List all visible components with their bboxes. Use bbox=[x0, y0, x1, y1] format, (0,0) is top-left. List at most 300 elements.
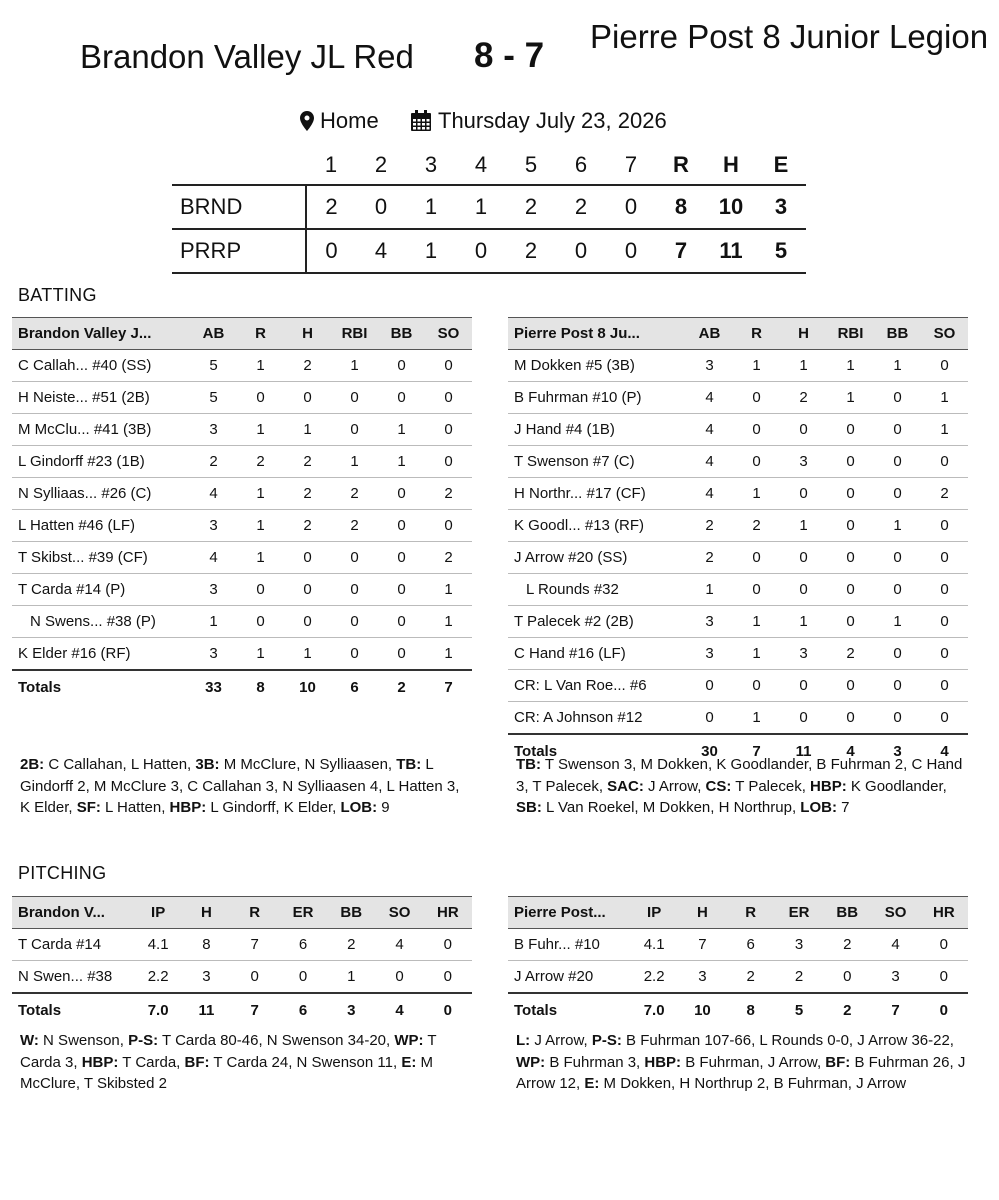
stat-cell: 0 bbox=[827, 414, 874, 446]
player-name: N Swens... #38 (P) bbox=[12, 606, 190, 638]
stat-cell: 2 bbox=[331, 478, 378, 510]
inning-header: 4 bbox=[474, 152, 488, 177]
note-value: B Fuhrman 3, bbox=[545, 1053, 645, 1071]
linescore-row-home bbox=[172, 229, 806, 273]
final-score: 8 - 7 bbox=[474, 36, 545, 75]
stat-column-header: ER bbox=[775, 897, 823, 929]
inning-header: 1 bbox=[324, 152, 338, 177]
stat-cell: 0 bbox=[378, 510, 425, 542]
stat-cell: 0 bbox=[921, 702, 968, 735]
stat-cell: 1 bbox=[284, 638, 331, 671]
stat-cell: 0 bbox=[231, 961, 279, 994]
totals-label: Totals bbox=[18, 1001, 62, 1019]
team-column-header: Pierre Post... bbox=[508, 897, 630, 929]
note-value: C Callahan, L Hatten, bbox=[44, 756, 196, 773]
stat-cell: 0 bbox=[780, 542, 827, 574]
note-key: CS: bbox=[705, 777, 732, 795]
stat-cell: 4 bbox=[190, 478, 237, 510]
player-name: CR: A Johnson #12 bbox=[508, 702, 686, 735]
stat-cell: 2 bbox=[284, 446, 331, 478]
note-value: T Swenson 3, M Dokken, K Goodlander, B Fuhrman 2, C Hand 3, T Palecek, bbox=[516, 756, 963, 795]
hits-header: H bbox=[723, 152, 739, 177]
team-abbrev: PRRP bbox=[172, 229, 306, 273]
stat-cell: 0 bbox=[874, 574, 921, 606]
stat-cell: 0 bbox=[780, 670, 827, 702]
totals-label: Totals bbox=[18, 678, 62, 696]
note-value: T Palecek, bbox=[731, 777, 811, 795]
stat-cell: 8 bbox=[182, 929, 230, 961]
note-value: K Goodlander, bbox=[846, 777, 947, 795]
player-row bbox=[508, 929, 968, 961]
errors-total: 3 bbox=[756, 185, 806, 229]
stat-cell: 1 bbox=[780, 510, 827, 542]
note-key: WP: bbox=[516, 1053, 546, 1071]
player-name: J Arrow #20 bbox=[508, 961, 630, 994]
totals-cell: 33 bbox=[205, 678, 222, 696]
stat-cell: 0 bbox=[827, 606, 874, 638]
player-row bbox=[508, 606, 968, 638]
stat-cell: 2 bbox=[284, 510, 331, 542]
totals-cell: 7 bbox=[444, 678, 453, 696]
stat-column-header: HR bbox=[424, 897, 472, 929]
linescore-row-away bbox=[172, 185, 806, 229]
stat-cell: 0 bbox=[921, 510, 968, 542]
stat-cell: 1 bbox=[237, 638, 284, 671]
stat-cell: 0 bbox=[378, 638, 425, 671]
stat-cell: 4 bbox=[686, 478, 733, 510]
stat-cell: 2 bbox=[284, 350, 331, 382]
stat-cell: 0 bbox=[331, 542, 378, 574]
totals-cell: 5 bbox=[794, 1001, 804, 1019]
errors-total: 5 bbox=[756, 229, 806, 273]
stat-cell: 1 bbox=[425, 574, 472, 606]
stat-cell: 3 bbox=[190, 510, 237, 542]
stat-cell: 1 bbox=[237, 414, 284, 446]
note-value: L Gindorff, K Elder, bbox=[206, 799, 341, 816]
player-row bbox=[508, 414, 968, 446]
stat-column-header: RBI bbox=[331, 318, 378, 350]
stat-cell: 0 bbox=[733, 382, 780, 414]
stat-column-header: R bbox=[237, 318, 284, 350]
stat-cell: 0 bbox=[780, 478, 827, 510]
player-row bbox=[12, 929, 472, 961]
stat-cell: 0 bbox=[284, 574, 331, 606]
stat-column-header: SO bbox=[375, 897, 423, 929]
totals-cell: 0 bbox=[939, 1001, 949, 1019]
totals-cell: 4 bbox=[846, 742, 855, 760]
stat-cell: 3 bbox=[871, 961, 919, 994]
table-header-row bbox=[12, 318, 472, 350]
hits-total: 11 bbox=[706, 229, 756, 273]
stat-cell: 3 bbox=[678, 961, 726, 994]
player-row bbox=[508, 382, 968, 414]
stat-column-header: ER bbox=[279, 897, 327, 929]
player-name: T Skibst... #39 (CF) bbox=[12, 542, 190, 574]
stat-cell: 2 bbox=[827, 638, 874, 670]
stat-column-header: R bbox=[733, 318, 780, 350]
stat-cell: 1 bbox=[874, 606, 921, 638]
stat-cell: 0 bbox=[874, 478, 921, 510]
note-value: L Van Roekel, M Dokken, H Northrup, bbox=[541, 799, 801, 816]
stat-cell: 0 bbox=[780, 574, 827, 606]
player-row bbox=[508, 702, 968, 735]
note-key: W: bbox=[20, 1032, 39, 1049]
stat-cell: 3 bbox=[190, 638, 237, 671]
stat-cell: 6 bbox=[727, 929, 775, 961]
stat-cell: 0 bbox=[921, 606, 968, 638]
stat-cell: 4 bbox=[871, 929, 919, 961]
note-value: M McClure, T Skibsted 2 bbox=[20, 1053, 433, 1092]
stat-cell: 3 bbox=[686, 638, 733, 670]
game-date bbox=[410, 108, 667, 134]
player-name: M McClu... #41 (3B) bbox=[12, 414, 190, 446]
stat-cell: 2 bbox=[284, 478, 331, 510]
note-key: HBP: bbox=[644, 1053, 682, 1071]
stat-cell: 2 bbox=[733, 510, 780, 542]
stat-cell: 2 bbox=[775, 961, 823, 994]
stat-cell: 1 bbox=[921, 382, 968, 414]
stat-cell: 1 bbox=[827, 382, 874, 414]
stat-cell: 2 bbox=[237, 446, 284, 478]
runs-total: 7 bbox=[656, 229, 706, 273]
totals-label: Totals bbox=[514, 742, 558, 760]
player-name: K Goodl... #13 (RF) bbox=[508, 510, 686, 542]
note-value: L Hatten, bbox=[100, 799, 170, 816]
note-value: J Arrow, bbox=[530, 1032, 592, 1049]
inning-header: 3 bbox=[424, 152, 438, 177]
stat-cell: 5 bbox=[190, 350, 237, 382]
stat-cell: 0 bbox=[237, 382, 284, 414]
stat-cell: 0 bbox=[921, 446, 968, 478]
stat-cell: 3 bbox=[686, 350, 733, 382]
stat-cell: 1 bbox=[425, 606, 472, 638]
stat-cell: 1 bbox=[327, 961, 375, 994]
stat-cell: 1 bbox=[780, 606, 827, 638]
totals-cell: 10 bbox=[299, 678, 316, 696]
note-value: B Fuhrman 26, J Arrow 12, bbox=[516, 1053, 966, 1092]
inning-header: 5 bbox=[524, 152, 538, 177]
totals-cell: 11 bbox=[795, 742, 812, 760]
stat-cell: 0 bbox=[279, 961, 327, 994]
stat-cell: 0 bbox=[378, 574, 425, 606]
stat-cell: 1 bbox=[237, 350, 284, 382]
stat-cell: 1 bbox=[780, 350, 827, 382]
note-value: 7 bbox=[836, 799, 850, 816]
stat-cell: 0 bbox=[331, 638, 378, 671]
stat-cell: 3 bbox=[190, 574, 237, 606]
inning-header: 7 bbox=[624, 152, 638, 177]
totals-cell: 6 bbox=[298, 1001, 308, 1019]
table-header-row bbox=[12, 897, 472, 929]
totals-label: Totals bbox=[514, 1001, 558, 1019]
stat-cell: 0 bbox=[424, 961, 472, 994]
player-row bbox=[508, 542, 968, 574]
stat-cell: 4.1 bbox=[134, 929, 182, 961]
player-row bbox=[508, 574, 968, 606]
stat-cell: 0 bbox=[921, 350, 968, 382]
team-column-header: Brandon V... bbox=[12, 897, 134, 929]
stat-cell: 0 bbox=[733, 670, 780, 702]
totals-cell: 7 bbox=[250, 1001, 259, 1019]
totals-cell: 2 bbox=[397, 678, 406, 696]
stat-column-header: H bbox=[678, 897, 726, 929]
stat-cell: 1 bbox=[733, 606, 780, 638]
stat-cell: 0 bbox=[827, 478, 874, 510]
stat-cell: 0 bbox=[378, 382, 425, 414]
player-name: H Northr... #17 (CF) bbox=[508, 478, 686, 510]
stat-cell: 2 bbox=[686, 510, 733, 542]
inning-score: 0 bbox=[306, 229, 356, 273]
note-key: P-S: bbox=[128, 1032, 159, 1049]
totals-cell: 8 bbox=[256, 678, 265, 696]
linescore-header-row bbox=[172, 146, 806, 185]
stat-cell: 0 bbox=[874, 638, 921, 670]
game-location bbox=[300, 108, 379, 134]
totals-cell: 0 bbox=[443, 1001, 453, 1019]
stat-column-header: IP bbox=[630, 897, 678, 929]
note-value: B Fuhrman, J Arrow, bbox=[681, 1053, 826, 1071]
pitching-table-away bbox=[12, 896, 472, 1026]
stat-cell: 1 bbox=[237, 478, 284, 510]
note-value: J Arrow, bbox=[643, 777, 706, 795]
player-name: L Hatten #46 (LF) bbox=[12, 510, 190, 542]
totals-cell: 2 bbox=[843, 1001, 852, 1019]
note-key: P-S: bbox=[591, 1032, 622, 1049]
stat-column-header: AB bbox=[686, 318, 733, 350]
stat-cell: 1 bbox=[331, 446, 378, 478]
stat-cell: 0 bbox=[375, 961, 423, 994]
player-row bbox=[12, 414, 472, 446]
stat-cell: 2 bbox=[686, 542, 733, 574]
stat-cell: 0 bbox=[921, 638, 968, 670]
calendar-icon bbox=[410, 110, 432, 132]
player-name: N Sylliaas... #26 (C) bbox=[12, 478, 190, 510]
stat-cell: 1 bbox=[190, 606, 237, 638]
stat-cell: 2 bbox=[823, 929, 871, 961]
stat-cell: 0 bbox=[425, 446, 472, 478]
stat-cell: 2 bbox=[727, 961, 775, 994]
player-name: H Neiste... #51 (2B) bbox=[12, 382, 190, 414]
stat-cell: 0 bbox=[331, 382, 378, 414]
stat-cell: 0 bbox=[920, 929, 968, 961]
stat-cell: 1 bbox=[827, 350, 874, 382]
inning-score: 0 bbox=[606, 229, 656, 273]
player-name: T Swenson #7 (C) bbox=[508, 446, 686, 478]
stat-cell: 1 bbox=[378, 414, 425, 446]
stat-cell: 2 bbox=[331, 510, 378, 542]
note-key: SAC: bbox=[607, 777, 644, 795]
stat-cell: 0 bbox=[733, 542, 780, 574]
player-row bbox=[12, 542, 472, 574]
date-label: Thursday July 23, 2026 bbox=[438, 108, 667, 133]
stat-cell: 2 bbox=[921, 478, 968, 510]
stat-cell: 2 bbox=[425, 478, 472, 510]
note-value: L Gindorff 2, M McClure 3, C Callahan 3, N Sylliaasen 4, L Hatten 3, K Elder, bbox=[20, 756, 460, 816]
pitching-table-home bbox=[508, 896, 968, 1026]
stat-cell: 0 bbox=[331, 574, 378, 606]
player-name: K Elder #16 (RF) bbox=[12, 638, 190, 671]
inning-score: 0 bbox=[356, 185, 406, 229]
player-row bbox=[508, 961, 968, 994]
totals-cell: 8 bbox=[746, 1001, 755, 1019]
player-name: N Swen... #38 bbox=[12, 961, 134, 994]
batting-notes-away bbox=[20, 754, 470, 819]
note-key: BF: bbox=[825, 1053, 851, 1071]
player-name: J Hand #4 (1B) bbox=[508, 414, 686, 446]
stat-cell: 0 bbox=[827, 702, 874, 735]
stat-cell: 6 bbox=[279, 929, 327, 961]
totals-cell: 7 bbox=[752, 742, 761, 760]
stat-cell: 0 bbox=[921, 670, 968, 702]
player-row bbox=[12, 638, 472, 671]
note-value: M McClure, N Sylliaasen, bbox=[219, 756, 397, 773]
stat-cell: 0 bbox=[378, 478, 425, 510]
map-pin-icon bbox=[300, 111, 314, 131]
stat-column-header: H bbox=[284, 318, 331, 350]
stat-column-header: BB bbox=[823, 897, 871, 929]
player-row bbox=[12, 350, 472, 382]
stat-cell: 7 bbox=[678, 929, 726, 961]
note-key: LOB: bbox=[800, 799, 837, 816]
table-header-row bbox=[508, 897, 968, 929]
player-name: C Hand #16 (LF) bbox=[508, 638, 686, 670]
inning-score: 1 bbox=[456, 185, 506, 229]
player-name: T Carda #14 bbox=[12, 929, 134, 961]
stat-column-header: H bbox=[780, 318, 827, 350]
player-name: B Fuhr... #10 bbox=[508, 929, 630, 961]
stat-cell: 0 bbox=[827, 510, 874, 542]
stat-cell: 1 bbox=[686, 574, 733, 606]
stat-cell: 4 bbox=[686, 414, 733, 446]
stat-cell: 1 bbox=[874, 510, 921, 542]
pitching-section-title: PITCHING bbox=[18, 863, 107, 883]
stat-cell: 3 bbox=[780, 446, 827, 478]
stat-cell: 0 bbox=[874, 702, 921, 735]
totals-row bbox=[12, 670, 472, 703]
stat-cell: 0 bbox=[425, 510, 472, 542]
totals-cell: 6 bbox=[350, 678, 359, 696]
note-key: WP: bbox=[394, 1032, 424, 1049]
stat-cell: 0 bbox=[827, 542, 874, 574]
stat-cell: 0 bbox=[425, 350, 472, 382]
stat-cell: 0 bbox=[823, 961, 871, 994]
player-name: T Palecek #2 (2B) bbox=[508, 606, 686, 638]
note-key: HBP: bbox=[810, 777, 847, 795]
note-value: T Carda 24, N Swenson 11, bbox=[209, 1053, 402, 1071]
stat-cell: 1 bbox=[733, 478, 780, 510]
stat-cell: 4 bbox=[375, 929, 423, 961]
note-key: E: bbox=[401, 1053, 417, 1071]
stat-cell: 0 bbox=[237, 606, 284, 638]
player-row bbox=[12, 510, 472, 542]
player-row bbox=[12, 606, 472, 638]
stat-cell: 0 bbox=[733, 574, 780, 606]
note-value: N Swenson, bbox=[38, 1032, 129, 1049]
location-label: Home bbox=[320, 108, 379, 133]
stat-cell: 0 bbox=[733, 414, 780, 446]
totals-cell: 7.0 bbox=[643, 1001, 665, 1019]
stat-cell: 0 bbox=[686, 702, 733, 735]
player-row bbox=[12, 382, 472, 414]
batting-notes-home bbox=[516, 754, 966, 819]
stat-cell: 4 bbox=[190, 542, 237, 574]
stat-cell: 1 bbox=[874, 350, 921, 382]
player-name: CR: L Van Roe... #6 bbox=[508, 670, 686, 702]
inning-score: 2 bbox=[506, 229, 556, 273]
stat-cell: 0 bbox=[284, 606, 331, 638]
note-key: HBP: bbox=[81, 1053, 119, 1071]
stat-cell: 3 bbox=[775, 929, 823, 961]
away-team-name: Brandon Valley JL Red bbox=[80, 38, 414, 75]
stat-cell: 0 bbox=[780, 702, 827, 735]
inning-header: 2 bbox=[374, 152, 388, 177]
stat-cell: 1 bbox=[284, 414, 331, 446]
stat-cell: 2 bbox=[190, 446, 237, 478]
stat-cell: 0 bbox=[331, 606, 378, 638]
note-value: T Carda 3, bbox=[20, 1032, 437, 1071]
player-row bbox=[508, 350, 968, 382]
stat-cell: 1 bbox=[378, 446, 425, 478]
errors-header: E bbox=[773, 152, 789, 177]
stat-cell: 0 bbox=[920, 961, 968, 994]
note-value: M Dokken, H Northrup 2, B Fuhrman, J Arrow bbox=[599, 1075, 907, 1092]
player-name: L Gindorff #23 (1B) bbox=[12, 446, 190, 478]
batting-table-away bbox=[12, 317, 472, 703]
stat-cell: 1 bbox=[237, 542, 284, 574]
note-key: SB: bbox=[516, 799, 542, 816]
stat-cell: 1 bbox=[425, 638, 472, 671]
stat-column-header: BB bbox=[874, 318, 921, 350]
stat-cell: 0 bbox=[780, 414, 827, 446]
stat-cell: 1 bbox=[733, 638, 780, 670]
player-name: B Fuhrman #10 (P) bbox=[508, 382, 686, 414]
stat-cell: 1 bbox=[733, 350, 780, 382]
totals-cell: 4 bbox=[395, 1001, 404, 1019]
stat-column-header: SO bbox=[425, 318, 472, 350]
stat-cell: 2 bbox=[327, 929, 375, 961]
stat-cell: 4 bbox=[686, 446, 733, 478]
stat-cell: 0 bbox=[284, 542, 331, 574]
inning-score: 2 bbox=[306, 185, 356, 229]
stat-column-header: AB bbox=[190, 318, 237, 350]
stat-cell: 0 bbox=[331, 414, 378, 446]
stat-cell: 0 bbox=[378, 606, 425, 638]
player-row bbox=[508, 638, 968, 670]
player-name: M Dokken #5 (3B) bbox=[508, 350, 686, 382]
stat-cell: 0 bbox=[378, 350, 425, 382]
stat-cell: 4.1 bbox=[630, 929, 678, 961]
runs-total: 8 bbox=[656, 185, 706, 229]
stat-cell: 0 bbox=[874, 382, 921, 414]
stat-column-header: SO bbox=[871, 897, 919, 929]
inning-score: 2 bbox=[556, 185, 606, 229]
stat-column-header: HR bbox=[920, 897, 968, 929]
stat-cell: 0 bbox=[874, 670, 921, 702]
totals-cell: 7 bbox=[891, 1001, 900, 1019]
stat-cell: 0 bbox=[424, 929, 472, 961]
stat-cell: 1 bbox=[921, 414, 968, 446]
totals-row bbox=[508, 993, 968, 1026]
player-row bbox=[508, 670, 968, 702]
hits-total: 10 bbox=[706, 185, 756, 229]
note-value: T Carda 80-46, N Swenson 34-20, bbox=[158, 1032, 395, 1049]
totals-cell: 10 bbox=[694, 1001, 711, 1019]
player-row bbox=[508, 446, 968, 478]
stat-cell: 0 bbox=[237, 574, 284, 606]
stat-cell: 0 bbox=[921, 574, 968, 606]
totals-cell: 7.0 bbox=[147, 1001, 169, 1019]
stat-cell: 3 bbox=[182, 961, 230, 994]
